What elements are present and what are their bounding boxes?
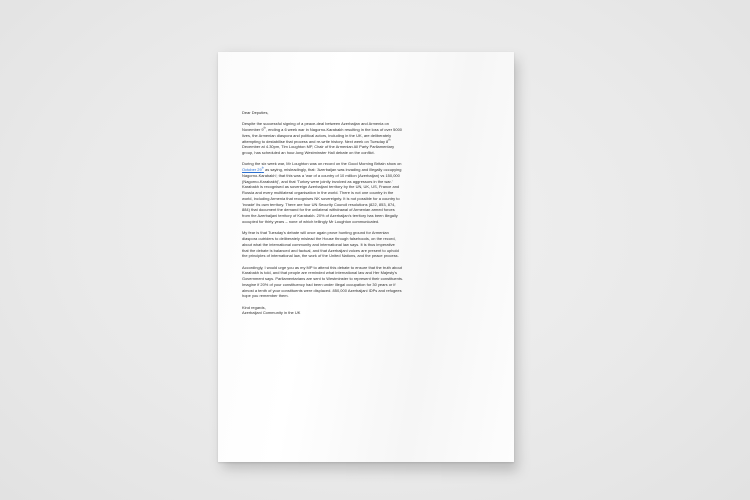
text-line: 'invade' its own territory. There are four UN Security Council resolutions (822, 853, 874,	[242, 201, 396, 207]
paragraph-4	[242, 265, 506, 300]
text-line: December at 4.30pm, Tim Loughton MP, Chair of the Armenian All Party Parliamentary	[242, 144, 395, 150]
text-line: Accordingly, I would urge you as my MP to attend this debate to ensure that the truth about	[242, 264, 402, 270]
paragraph-1	[242, 121, 506, 156]
text-line: (Nagorno-Karabakh)', and that 'Turkey were jointly involved as aggressors in the war.'	[242, 178, 393, 184]
text-segment: , ending a 6 week war in Nagorno-Karabakh resulting in the loss of over 5000	[265, 127, 402, 133]
text-line: Russia and every multilateral organisation in the world. There is not one country in the	[242, 190, 394, 196]
text-line: diaspora outriders to deliberately mislead the House through falsehoods, on the record,	[242, 236, 396, 242]
letter-sheet	[218, 52, 514, 462]
text-line: occupied for thirty years – none of which tellingly Mr Loughton communicated.	[242, 218, 380, 224]
letter-salutation: Dear Deputies,	[242, 110, 269, 115]
text-segment: as saying, misleadingly, that: 'Azerbaijan was invading and illegally occupying	[263, 167, 402, 173]
text-line: the principles of international law, the work of the United Nations, and the peace process.	[242, 253, 399, 259]
text-line: hope you remember them.	[242, 293, 289, 299]
paragraph-3	[242, 230, 506, 259]
date-link[interactable]: October 29th	[242, 166, 264, 173]
ordinal-suffix: th	[388, 138, 391, 142]
text-segment: attempting to destabilise that process and re-write history. Next week on Tuesday 8	[242, 138, 389, 144]
letter-signoff	[242, 305, 506, 317]
text-line: from the Azerbaijani territory of Karabakh. 20% of Azerbaijan's territory has been illegally	[242, 213, 398, 219]
text-line: Government says. Parliamentarians are sent to Westminster to represent their constituents.	[242, 276, 404, 282]
text-line: 884) that document the demand for the unilateral withdrawal of Armenian armed forces	[242, 207, 395, 213]
text-line: lives, the Armenian diaspora and political actors, including in the UK, are deliberately	[242, 132, 392, 138]
text-line: group, has scheduled an hour-long Westminster Hall debate on the conflict.	[242, 150, 375, 156]
ordinal-suffix: th	[263, 126, 266, 130]
text-line: Karabakh is recognised as sovereign Azerbaijani territory by the UN, UK, US, France and	[242, 184, 400, 190]
ordinal-suffix: th	[261, 166, 264, 170]
text-line: Kind regards,	[242, 304, 266, 310]
text-segment: November 9	[242, 127, 264, 133]
text-line: Imagine if 20% of your constituency had been under illegal occupation for 30 years or if	[242, 281, 396, 287]
text-line: world, including Armenia that recognises NK sovereignty. It is not possible for a country to	[242, 195, 400, 201]
text-line: about what the international community and international law says. It is thus imperative	[242, 241, 395, 247]
text-line: During the six week war, Mr Loughton was on record on the Good Morning Britain show on	[242, 161, 402, 167]
text-line: Azerbaijani Community in the UK	[242, 310, 301, 316]
text-line: Despite the successful signing of a peace-deal between Azerbaijan and Armenia on	[242, 121, 389, 127]
text-line: Karabakh is told, and that people are reminded what international law and Her Majesty's	[242, 270, 398, 276]
paragraph-2	[242, 161, 506, 224]
text-line: that the debate is balanced and factual, and that Azerbaijani voices are present to uphold	[242, 247, 399, 253]
text-line: My fear is that Tuesday's debate will once again prove hunting ground for Armenian	[242, 230, 389, 236]
text-line: Nagorno-Karabakh'; that this was a 'war of a country of 10 million (Azerbaijan) vs 150,000	[242, 172, 400, 178]
text-line: almost a tenth of your constituents were displaced. 850,000 Azerbaijani IDPs and refugees	[242, 287, 402, 293]
letter-body	[242, 110, 506, 322]
